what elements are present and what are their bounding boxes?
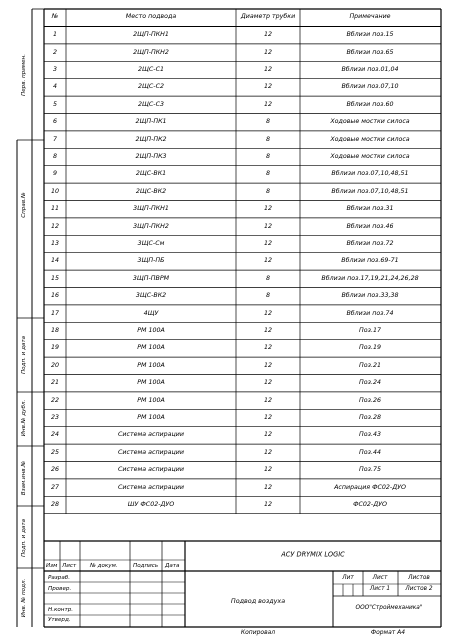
cell-place: ШУ ФС02-ДУО	[127, 500, 175, 508]
cell-num: 3	[52, 65, 58, 73]
cell-num: 10	[50, 187, 60, 195]
cell-num: 8	[52, 152, 58, 160]
cell-note: Вблизи поз.72	[346, 239, 394, 247]
cell-diameter: 12	[263, 413, 273, 421]
document-title: АСУ DRYMIX LOGIC	[281, 550, 345, 559]
cell-note: Поз.26	[359, 396, 381, 404]
side-label-inv-dubl: Инв.№ дубл.	[21, 399, 28, 437]
cell-place: РМ 100А	[137, 396, 165, 404]
cell-diameter: 12	[263, 257, 273, 265]
cell-place: 4ЩУ	[143, 309, 159, 317]
cell-diameter: 12	[263, 222, 273, 230]
cell-note: Вблизи поз.74	[346, 309, 394, 317]
cell-num: 22	[50, 396, 60, 404]
cell-note: Поз.44	[359, 448, 381, 456]
header-note: Примечание	[349, 12, 391, 20]
cell-note: Ходовые мостки силоса	[330, 152, 410, 160]
side-label-vzam-inv: Взам.инв.№	[21, 460, 28, 496]
cell-place: 3ЩП-ПБ	[137, 257, 165, 265]
cell-diameter: 12	[263, 205, 273, 213]
cell-note: Вблизи поз.17,19,21,24,26,28	[321, 274, 419, 282]
cell-place: РМ 100А	[137, 413, 165, 421]
cell-note: Ходовые мостки силоса	[330, 135, 410, 143]
cell-note: Вблизи поз.31	[346, 205, 394, 213]
cell-note: Вблизи поз.33,38	[341, 292, 399, 300]
cell-num: 13	[50, 239, 60, 247]
cell-place: РМ 100А	[137, 361, 165, 369]
cell-diameter: 12	[263, 361, 273, 369]
col-data: Дата	[165, 563, 180, 569]
cell-num: 9	[52, 170, 58, 178]
col-ndokum: № докум.	[90, 563, 118, 569]
cell-num: 6	[52, 118, 58, 126]
cell-place: 2ЩС-ВК1	[135, 170, 167, 178]
cell-diameter: 8	[265, 170, 271, 178]
cell-num: 1	[52, 31, 58, 39]
label-utverd: Утверд.	[48, 617, 71, 623]
cell-num: 12	[50, 222, 60, 230]
cell-diameter: 12	[263, 448, 273, 456]
cell-num: 5	[52, 100, 58, 108]
cell-note: Поз.43	[359, 431, 381, 439]
col-izm: Изм	[46, 563, 58, 569]
cell-place: 2ЩС-ВК2	[135, 187, 167, 195]
cell-num: 11	[50, 205, 60, 213]
header-diameter: Диаметр трубки	[240, 12, 296, 20]
cell-num: 4	[52, 83, 58, 91]
cell-place: 2ЩП-ПК1	[135, 118, 167, 126]
cell-note: Вблизи поз.46	[346, 222, 394, 230]
cell-num: 28	[50, 500, 60, 508]
cell-place: 2ЩП-ПК3	[135, 152, 167, 160]
cell-diameter: 8	[265, 135, 271, 143]
cell-diameter: 12	[263, 239, 273, 247]
cell-diameter: 8	[265, 118, 271, 126]
cell-place: 2ЩП-ПКН1	[133, 31, 169, 39]
cell-place: РМ 100А	[137, 379, 165, 387]
subject-title: Подвод воздуха	[230, 596, 286, 605]
col-podpis: Подпись	[133, 563, 159, 569]
label-nkontr: Н.контр.	[48, 607, 74, 613]
cell-diameter: 12	[263, 309, 273, 317]
cell-diameter: 12	[263, 500, 273, 508]
cell-place: Система аспирации	[118, 466, 184, 474]
side-label-podp-data: Подп. и дата	[21, 335, 28, 375]
cell-place: Система аспирации	[118, 483, 184, 491]
header-place: Место подвода	[125, 12, 177, 20]
side-label-perv-primen: Перв. примен.	[21, 54, 28, 96]
cell-note: Вблизи поз.07,10	[341, 83, 399, 91]
cell-num: 14	[50, 257, 60, 265]
label-prover: Провер.	[48, 586, 72, 592]
cell-note: Поз.21	[359, 361, 381, 369]
cell-diameter: 8	[265, 152, 271, 160]
cell-place: 3ЩП-ПКН2	[133, 222, 169, 230]
organization-name: ООО"Строймеханика"	[355, 605, 423, 612]
cell-diameter: 12	[263, 48, 273, 56]
footer-kopiroval: Копировал	[240, 629, 276, 636]
cell-num: 2	[52, 48, 58, 56]
cell-num: 16	[50, 292, 60, 300]
col-list: Лист	[62, 563, 77, 569]
cell-place: 2ЩС-С2	[138, 83, 164, 91]
label-list: Лист	[372, 575, 388, 582]
side-label-inv-podl: Инв. № подл.	[21, 578, 28, 618]
cell-diameter: 12	[263, 31, 273, 39]
cell-diameter: 12	[263, 65, 273, 73]
cell-note: Поз.28	[359, 413, 381, 421]
cell-diameter: 12	[263, 379, 273, 387]
cell-diameter: 12	[263, 100, 273, 108]
cell-place: 3ЩС-См	[137, 239, 165, 247]
cell-place: 3ЩП-ПВРМ	[132, 274, 170, 282]
cell-num: 20	[50, 361, 60, 369]
cell-note: Вблизи поз.65	[346, 48, 394, 56]
cell-note: Вблизи поз.69-71	[341, 257, 399, 265]
cell-num: 7	[52, 135, 58, 143]
cell-place: 3ЩП-ПКН1	[133, 205, 169, 213]
side-label-podp-data-2: Подп. и дата	[21, 518, 28, 558]
cell-note: Вблизи поз.07,10,48,51	[331, 170, 409, 178]
cell-place: 2ЩП-ПКН2	[133, 48, 169, 56]
cell-diameter: 12	[263, 466, 273, 474]
cell-note: Аспирация ФС02-ДУО	[334, 483, 406, 491]
header-num: №	[51, 12, 59, 20]
cell-num: 25	[50, 448, 60, 456]
cell-place: РМ 100А	[137, 326, 165, 334]
cell-diameter: 12	[263, 431, 273, 439]
cell-place: РМ 100А	[137, 344, 165, 352]
label-lit: Лит	[342, 575, 354, 582]
cell-num: 21	[50, 379, 60, 387]
footer-format: Формат А4	[370, 629, 406, 636]
cell-place: Система аспирации	[118, 448, 184, 456]
cell-num: 17	[50, 309, 60, 317]
cell-diameter: 12	[263, 83, 273, 91]
cell-note: Ходовые мостки силоса	[330, 118, 410, 126]
cell-place: 3ЩС-ВК2	[135, 292, 167, 300]
cell-note: Вблизи поз.15	[346, 31, 394, 39]
cell-num: 19	[50, 344, 60, 352]
cell-diameter: 12	[263, 483, 273, 491]
cell-place: Система аспирации	[118, 431, 184, 439]
cell-diameter: 8	[265, 274, 271, 282]
sheet-number: Лист 1	[369, 586, 391, 593]
cell-diameter: 12	[263, 396, 273, 404]
cell-note: Поз.17	[359, 326, 381, 334]
label-listov: Листов	[408, 575, 430, 582]
cell-num: 26	[50, 466, 60, 474]
cell-num: 23	[50, 413, 60, 421]
cell-note: ФС02-ДУО	[353, 500, 387, 508]
cell-num: 18	[50, 326, 60, 334]
cell-diameter: 12	[263, 344, 273, 352]
cell-diameter: 12	[263, 326, 273, 334]
cell-note: Вблизи поз.60	[346, 100, 394, 108]
cell-num: 24	[50, 431, 60, 439]
cell-place: 2ЩС-С1	[138, 65, 164, 73]
cell-place: 2ЩС-С3	[138, 100, 164, 108]
cell-diameter: 8	[265, 292, 271, 300]
cell-diameter: 8	[265, 187, 271, 195]
cell-num: 15	[50, 274, 60, 282]
cell-note: Поз.19	[359, 344, 381, 352]
cell-place: 2ЩП-ПК2	[135, 135, 167, 143]
cell-note: Вблизи поз.01,04	[341, 65, 399, 73]
cell-note: Поз.75	[359, 466, 381, 474]
side-label-sprav: Справ.№	[21, 192, 28, 218]
sheet-count: Листов 2	[405, 586, 433, 593]
cell-note: Поз.24	[359, 379, 381, 387]
cell-note: Вблизи поз.07,10,48,51	[331, 187, 409, 195]
cell-num: 27	[50, 483, 60, 491]
label-razrab: Разраб.	[48, 575, 70, 581]
